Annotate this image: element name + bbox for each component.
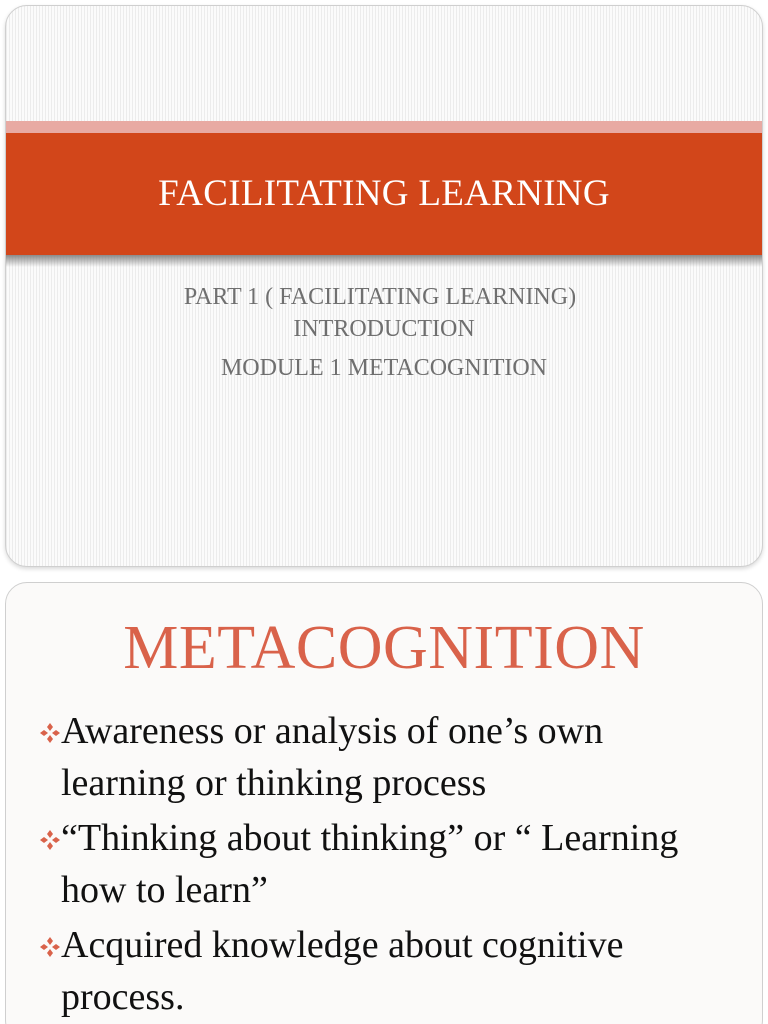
title-band-accent bbox=[6, 121, 762, 133]
bullet-text: “Thinking about thinking” or “ Learning how to learn” bbox=[61, 817, 679, 911]
bullet-item bbox=[39, 812, 729, 916]
subtitle-line: PART 1 ( FACILITATING LEARNING) bbox=[183, 284, 577, 310]
content-slide bbox=[5, 582, 763, 1024]
bullet-list bbox=[39, 705, 729, 1024]
subtitle-line: INTRODUCTION bbox=[293, 316, 475, 342]
bullet-text: Awareness or analysis of one’s own learning or thinking process bbox=[61, 710, 604, 804]
bullet-text: Acquired knowledge about cognitive process. bbox=[61, 924, 624, 1018]
title-band bbox=[6, 133, 762, 255]
bullet-item bbox=[39, 705, 729, 809]
bullet-item bbox=[39, 919, 729, 1023]
slide-title: FACILITATING LEARNING bbox=[158, 172, 610, 214]
slide-heading: METACOGNITION bbox=[123, 614, 645, 682]
subtitle-block bbox=[6, 280, 762, 386]
diamond-bullet-icon bbox=[39, 722, 61, 744]
diamond-bullet-icon bbox=[39, 936, 61, 958]
title-band-shadow bbox=[6, 255, 762, 267]
diamond-bullet-icon bbox=[39, 829, 61, 851]
subtitle-line: MODULE 1 METACOGNITION bbox=[220, 355, 548, 381]
title-slide bbox=[5, 5, 763, 567]
